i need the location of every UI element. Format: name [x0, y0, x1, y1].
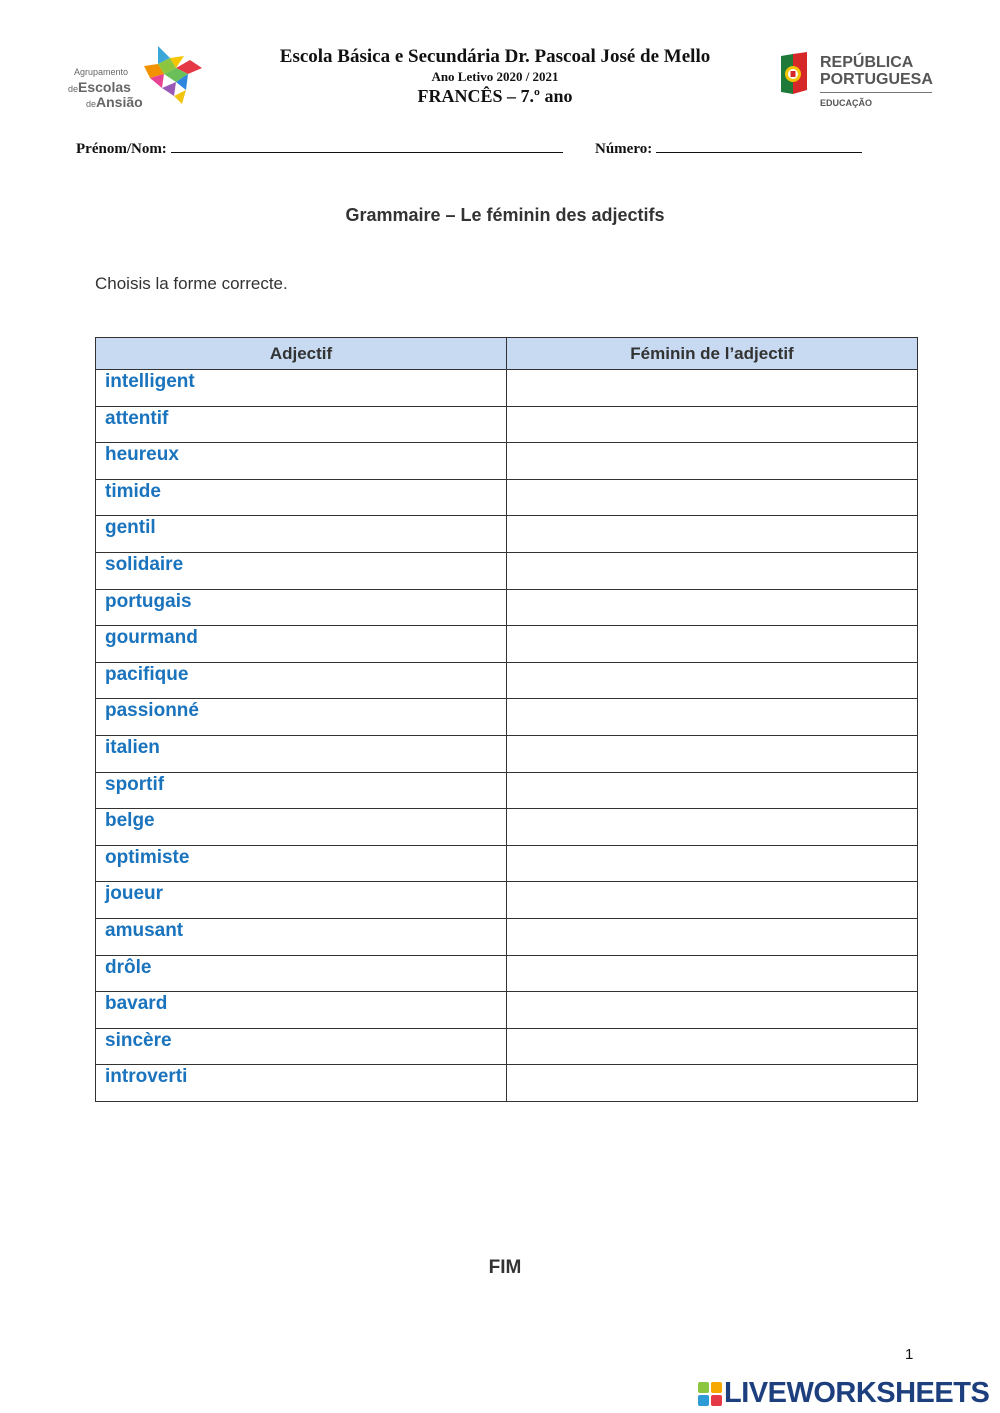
table-row	[96, 918, 918, 955]
table-row	[96, 443, 918, 480]
liveworksheets-wordmark: LIVEWORKSHEETS	[724, 1377, 990, 1409]
table-header-row	[96, 338, 918, 370]
republica-portuguesa-logo	[777, 52, 937, 114]
table-row	[96, 845, 918, 882]
table-row	[96, 955, 918, 992]
liveworksheets-brand	[698, 1377, 998, 1409]
feminine-answer-cell[interactable]	[507, 479, 918, 516]
number-label: Número:	[595, 141, 653, 157]
adjective-cell: gourmand	[96, 626, 507, 663]
name-field	[76, 138, 563, 158]
adjective-cell: belge	[96, 809, 507, 846]
table-row	[96, 406, 918, 443]
feminine-answer-cell[interactable]	[507, 406, 918, 443]
table-row	[96, 882, 918, 919]
logo-republica: REPÚBLICA	[820, 54, 914, 71]
feminine-answer-cell[interactable]	[507, 809, 918, 846]
adjective-cell: heureux	[96, 443, 507, 480]
header-feminin: Féminin de l’adjectif	[507, 338, 918, 370]
adjective-cell: intelligent	[96, 370, 507, 407]
table-row	[96, 516, 918, 553]
instruction-text: Choisis la forme correcte.	[95, 274, 288, 293]
adjective-cell: timide	[96, 479, 507, 516]
school-header	[240, 46, 750, 107]
table-row	[96, 589, 918, 626]
adjective-cell: drôle	[96, 955, 507, 992]
feminine-answer-cell[interactable]	[507, 1028, 918, 1065]
feminine-answer-cell[interactable]	[507, 626, 918, 663]
adjective-cell: portugais	[96, 589, 507, 626]
feminine-answer-cell[interactable]	[507, 992, 918, 1029]
table-row	[96, 809, 918, 846]
subject-title: FRANCÊS – 7.º ano	[417, 86, 573, 106]
feminine-answer-cell[interactable]	[507, 735, 918, 772]
feminine-answer-cell[interactable]	[507, 516, 918, 553]
table-row	[96, 662, 918, 699]
table-row	[96, 735, 918, 772]
feminine-answer-cell[interactable]	[507, 552, 918, 589]
header-adjectif: Adjectif	[96, 338, 507, 370]
adjective-cell: attentif	[96, 406, 507, 443]
table-row	[96, 370, 918, 407]
adjective-cell: joueur	[96, 882, 507, 919]
feminine-answer-cell[interactable]	[507, 662, 918, 699]
logo-divider	[820, 92, 932, 93]
name-blank[interactable]	[171, 138, 563, 153]
feminine-answer-cell[interactable]	[507, 370, 918, 407]
school-group-logo	[68, 44, 208, 114]
feminine-answer-cell[interactable]	[507, 955, 918, 992]
table-row	[96, 479, 918, 516]
feminine-answer-cell[interactable]	[507, 699, 918, 736]
school-name: Escola Básica e Secundária Dr. Pascoal José de Mello	[279, 46, 711, 67]
adjective-cell: gentil	[96, 516, 507, 553]
table-row	[96, 699, 918, 736]
adjective-cell: pacifique	[96, 662, 507, 699]
adjective-cell: solidaire	[96, 552, 507, 589]
logo-educacao: EDUCAÇÃO	[820, 98, 873, 108]
worksheet-title: Grammaire – Le féminin des adjectifs	[345, 205, 665, 225]
logo-line-ansiao: deAnsião	[86, 94, 143, 110]
adjective-cell: passionné	[96, 699, 507, 736]
feminine-answer-cell[interactable]	[507, 882, 918, 919]
feminine-answer-cell[interactable]	[507, 1065, 918, 1102]
number-field	[595, 138, 862, 158]
adjective-cell: optimiste	[96, 845, 507, 882]
name-label: Prénom/Nom:	[76, 141, 167, 157]
adjective-cell: italien	[96, 735, 507, 772]
adjective-cell: amusant	[96, 918, 507, 955]
logo-line-agrupamento: Agrupamento	[74, 67, 129, 77]
table-row	[96, 772, 918, 809]
feminine-answer-cell[interactable]	[507, 589, 918, 626]
table-row	[96, 1028, 918, 1065]
adjective-cell: sincère	[96, 1028, 507, 1065]
table-body	[96, 370, 918, 1102]
number-blank[interactable]	[656, 138, 862, 153]
logo-portuguesa: PORTUGUESA	[820, 71, 933, 88]
table-row	[96, 626, 918, 663]
liveworksheets-icon	[698, 1382, 722, 1406]
pinwheel-icon	[136, 44, 208, 108]
adjective-table	[95, 337, 918, 1102]
end-label: FIM	[488, 1257, 522, 1278]
feminine-answer-cell[interactable]	[507, 918, 918, 955]
page-number: 1	[905, 1346, 914, 1363]
adjective-cell: bavard	[96, 992, 507, 1029]
feminine-answer-cell[interactable]	[507, 443, 918, 480]
national-emblem-icon	[777, 52, 811, 96]
logo-line-escolas: deEscolas	[68, 79, 131, 95]
table-row	[96, 1065, 918, 1102]
school-year: Ano Letivo 2020 / 2021	[431, 69, 559, 84]
table-row	[96, 992, 918, 1029]
feminine-answer-cell[interactable]	[507, 772, 918, 809]
adjective-cell: sportif	[96, 772, 507, 809]
adjective-cell: introverti	[96, 1065, 507, 1102]
table-row	[96, 552, 918, 589]
feminine-answer-cell[interactable]	[507, 845, 918, 882]
